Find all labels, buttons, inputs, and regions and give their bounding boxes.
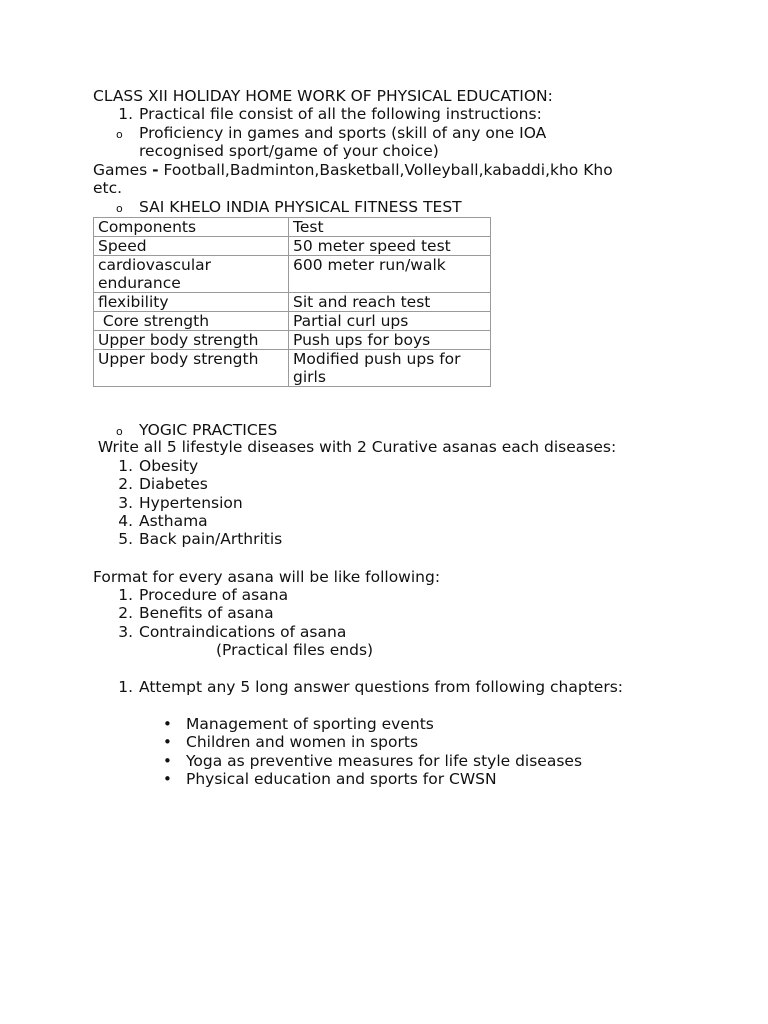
proficiency-line-2: recognised sport/game of your choice) [139, 142, 439, 160]
disease-item: Hypertension [139, 494, 243, 512]
table-row [94, 256, 491, 293]
practical-files-ends-note: (Practical files ends) [216, 641, 374, 659]
table-cell-component: Core strength [94, 312, 289, 331]
list-number: 3. [118, 623, 133, 641]
disease-item: Diabetes [139, 475, 208, 493]
bullet-icon: • [163, 715, 172, 733]
games-dash: - [152, 161, 159, 179]
table-row [94, 237, 491, 256]
document-heading: CLASS XII HOLIDAY HOME WORK OF PHYSICAL EDUCATION: [93, 87, 553, 105]
table-cell-test: 600 meter run/walk [289, 256, 491, 293]
table-cell-component: Upper body strength [94, 331, 289, 350]
table-cell-test: Modified push ups for girls [289, 350, 491, 387]
hollow-bullet-icon: o [116, 202, 123, 215]
table-row [94, 331, 491, 350]
list-number: 3. [118, 494, 133, 512]
disease-item: Obesity [139, 457, 199, 475]
bullet-icon: • [163, 752, 172, 770]
practical-file-instruction: Practical file consist of all the following instructions: [139, 105, 542, 123]
table-header-row [94, 218, 491, 237]
table-header-cell: Test [289, 218, 491, 237]
fitness-test-table [93, 217, 491, 387]
disease-item: Asthama [139, 512, 208, 530]
table-row [94, 350, 491, 387]
disease-item: Back pain/Arthritis [139, 530, 283, 548]
format-item: Procedure of asana [139, 586, 289, 604]
table-cell-test: 50 meter speed test [289, 237, 491, 256]
format-intro: Format for every asana will be like following: [93, 568, 441, 586]
hollow-bullet-icon: o [116, 128, 123, 141]
chapter-item: Children and women in sports [186, 733, 419, 751]
table-cell-test: Partial curl ups [289, 312, 491, 331]
fitness-test-title: SAI KHELO INDIA PHYSICAL FITNESS TEST [139, 198, 462, 216]
format-item: Contraindications of asana [139, 623, 347, 641]
long-answer-instruction: Attempt any 5 long answer questions from following chapters: [139, 678, 624, 696]
list-number: 1. [118, 457, 133, 475]
table-cell-component: flexibility [94, 293, 289, 312]
yogic-instruction: Write all 5 lifestyle diseases with 2 Curative asanas each diseases: [93, 438, 617, 456]
games-list: Football,Badminton,Basketball,Volleyball,kabaddi,kho Kho [163, 161, 613, 179]
table-row [94, 293, 491, 312]
list-number: 2. [118, 475, 133, 493]
chapter-item: Management of sporting events [186, 715, 434, 733]
list-number: 5. [118, 530, 133, 548]
list-number: 1. [118, 105, 133, 123]
bullet-icon: • [163, 770, 172, 788]
games-line-2: etc. [93, 179, 123, 197]
table-header-cell: Components [94, 218, 289, 237]
proficiency-line-1: Proficiency in games and sports (skill of any one IOA [139, 124, 547, 142]
table-cell-component: Speed [94, 237, 289, 256]
bullet-icon: • [163, 733, 172, 751]
chapter-item: Physical education and sports for CWSN [186, 770, 497, 788]
table-cell-component: cardiovascular endurance [94, 256, 289, 293]
table-cell-component: Upper body strength [94, 350, 289, 387]
chapter-item: Yoga as preventive measures for life style diseases [186, 752, 583, 770]
list-number: 1. [118, 586, 133, 604]
games-label: Games [93, 161, 148, 179]
table-cell-test: Sit and reach test [289, 293, 491, 312]
list-number: 1. [118, 678, 133, 696]
list-number: 4. [118, 512, 133, 530]
yogic-practices-title: YOGIC PRACTICES [139, 421, 278, 439]
table-cell-test: Push ups for boys [289, 331, 491, 350]
list-number: 2. [118, 604, 133, 622]
hollow-bullet-icon: o [116, 425, 123, 438]
format-item: Benefits of asana [139, 604, 274, 622]
games-line [93, 161, 613, 179]
table-row [94, 312, 491, 331]
